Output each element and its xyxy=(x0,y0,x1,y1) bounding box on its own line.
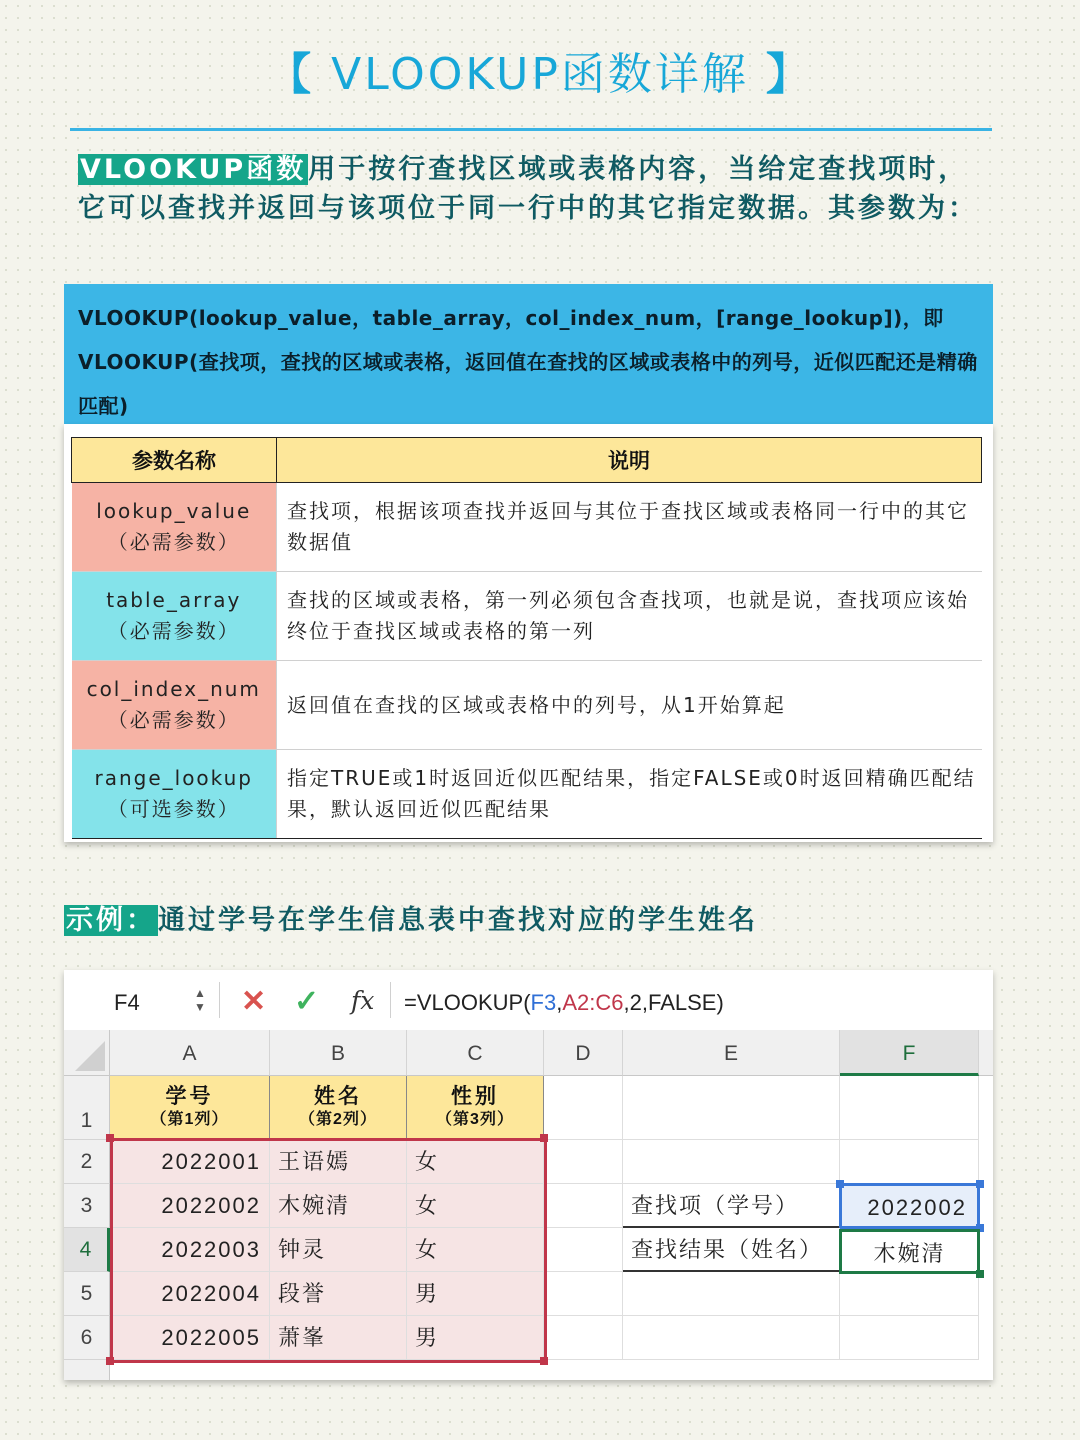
formula-prefix: =VLOOKUP( xyxy=(404,990,531,1015)
example-label: 示例： xyxy=(66,905,156,936)
param-name: table_array xyxy=(106,588,242,612)
param-name: range_lookup xyxy=(94,766,254,790)
param-name-cell xyxy=(72,750,277,839)
title-text: VLOOKUP函数详解 xyxy=(331,49,749,100)
data-cell[interactable]: 萧峯 xyxy=(270,1316,407,1360)
param-desc: 指定TRUE或1时返回近似匹配结果，指定FALSE或0时返回精确匹配结果，默认返回近似匹配结果 xyxy=(277,750,982,839)
empty-cell[interactable] xyxy=(544,1184,623,1228)
data-cell[interactable]: 段誉 xyxy=(270,1272,407,1316)
empty-cell[interactable] xyxy=(544,1316,623,1360)
data-cell[interactable]: 女 xyxy=(407,1184,544,1228)
formula-ref-range: A2:C6 xyxy=(562,990,624,1015)
data-cell[interactable]: 2022005 xyxy=(110,1316,270,1360)
params-card xyxy=(64,424,993,842)
data-cell[interactable]: 女 xyxy=(407,1228,544,1272)
data-cell[interactable]: 2022003 xyxy=(110,1228,270,1272)
page-title xyxy=(0,38,1080,102)
param-tag: （必需参数） xyxy=(107,530,240,554)
data-cell[interactable]: 2022002 xyxy=(110,1184,270,1228)
param-name: col_index_num xyxy=(86,677,261,701)
data-cell[interactable]: 王语嫣 xyxy=(270,1140,407,1184)
header-subtitle: （第1列） xyxy=(150,1111,229,1128)
intro-highlight: VLOOKUP函数 xyxy=(80,154,307,185)
column-header-a[interactable]: A xyxy=(110,1030,270,1076)
data-cell[interactable]: 钟灵 xyxy=(270,1228,407,1272)
param-row-lookup-value xyxy=(72,483,982,572)
header-subtitle: （第2列） xyxy=(299,1111,377,1128)
column-header-d[interactable]: D xyxy=(544,1030,623,1076)
select-all-corner[interactable] xyxy=(64,1030,110,1076)
range-handle-icon[interactable] xyxy=(540,1357,548,1365)
row-header-3[interactable]: 3 xyxy=(64,1184,110,1228)
title-close-bracket: 】 xyxy=(765,49,813,100)
formula-suffix: ,2,FALSE) xyxy=(623,990,724,1015)
syntax-box xyxy=(64,284,993,424)
empty-cell[interactable] xyxy=(623,1316,840,1360)
formula-sep: , xyxy=(556,990,563,1015)
header-title: 性别 xyxy=(451,1085,499,1108)
lookup-handle-icon[interactable] xyxy=(836,1180,844,1188)
param-name-cell xyxy=(72,661,277,750)
formula-bar-divider xyxy=(219,982,220,1018)
syntax-text: VLOOKUP(lookup_value，table_array，col_index_num，[range_lookup])，即VLOOKUP(查找项，查找的区域或表格，返回值在查找的区域或表格中的列号，近似匹配还是精确匹配) xyxy=(78,306,978,418)
param-tag: （可选参数） xyxy=(107,797,240,821)
param-name: lookup_value xyxy=(96,499,252,523)
header-title: 学号 xyxy=(165,1085,214,1108)
result-value-cell[interactable]: 木婉清 xyxy=(839,1229,980,1274)
lookup-value-cell[interactable]: 2022002 xyxy=(839,1183,980,1229)
data-cell[interactable]: 2022001 xyxy=(110,1140,270,1184)
column-header-c[interactable]: C xyxy=(407,1030,544,1076)
param-name-cell xyxy=(72,483,277,572)
param-row-table-array xyxy=(72,572,982,661)
empty-cell[interactable] xyxy=(840,1076,979,1140)
header-cell-gender[interactable] xyxy=(407,1076,544,1140)
example-heading xyxy=(64,898,758,937)
empty-cell[interactable] xyxy=(623,1272,840,1316)
header-cell-name[interactable] xyxy=(270,1076,407,1140)
range-handle-icon[interactable] xyxy=(106,1134,114,1142)
empty-cell[interactable] xyxy=(544,1228,623,1272)
param-row-range-lookup xyxy=(72,750,982,839)
empty-cell[interactable] xyxy=(840,1140,979,1184)
row-header-1[interactable]: 1 xyxy=(64,1076,110,1140)
param-desc: 查找的区域或表格，第一列必须包含查找项，也就是说，查找项应该始终位于查找区域或表格的第一列 xyxy=(277,572,982,661)
column-header-g[interactable] xyxy=(979,1030,993,1076)
range-handle-icon[interactable] xyxy=(540,1134,548,1142)
formula-input[interactable] xyxy=(404,990,724,1016)
row-header-5[interactable]: 5 xyxy=(64,1272,110,1316)
lookup-handle-icon[interactable] xyxy=(976,1180,984,1188)
column-header-e[interactable]: E xyxy=(623,1030,840,1076)
param-desc: 返回值在查找的区域或表格中的列号，从1开始算起 xyxy=(277,661,982,750)
header-title: 姓名 xyxy=(314,1085,362,1108)
params-header-desc: 说明 xyxy=(277,438,982,483)
data-cell[interactable]: 女 xyxy=(407,1140,544,1184)
intro-text: 用于按行查找区域或表格内容，当给定查找项时，它可以查找并返回与该项位于同一行中的其它指定数据。其参数为： xyxy=(78,154,978,224)
name-box[interactable]: F4 xyxy=(114,990,140,1015)
formula-bar xyxy=(64,970,993,1031)
range-handle-icon[interactable] xyxy=(106,1357,114,1365)
select-all-icon xyxy=(75,1041,105,1071)
data-cell[interactable]: 2022004 xyxy=(110,1272,270,1316)
param-tag: （必需参数） xyxy=(107,708,240,732)
fill-handle-icon[interactable] xyxy=(976,1270,984,1278)
empty-cell[interactable] xyxy=(840,1316,979,1360)
lookup-label-cell[interactable]: 查找项（学号） xyxy=(623,1184,840,1228)
param-tag: （必需参数） xyxy=(107,619,240,643)
data-cell[interactable]: 男 xyxy=(407,1272,544,1316)
insert-function-icon[interactable]: fx xyxy=(351,986,375,1015)
param-desc: 查找项，根据该项查找并返回与其位于查找区域或表格同一行中的其它数据值 xyxy=(277,483,982,572)
empty-cell[interactable] xyxy=(544,1076,623,1140)
empty-cell[interactable] xyxy=(840,1272,979,1316)
empty-cell[interactable] xyxy=(623,1076,840,1140)
example-text: 通过学号在学生信息表中查找对应的学生姓名 xyxy=(158,905,758,936)
params-table xyxy=(71,437,982,839)
params-header-name: 参数名称 xyxy=(72,438,277,483)
column-header-f[interactable]: F xyxy=(840,1030,979,1076)
empty-cell[interactable] xyxy=(544,1140,623,1184)
formula-bar-divider xyxy=(390,982,391,1018)
header-subtitle: （第3列） xyxy=(436,1111,514,1128)
row-header-7[interactable] xyxy=(64,1360,110,1380)
params-header-row xyxy=(72,438,982,483)
spreadsheet-screenshot xyxy=(64,970,993,1380)
empty-cell[interactable] xyxy=(623,1140,840,1184)
intro-paragraph xyxy=(78,150,990,228)
column-header-b[interactable]: B xyxy=(270,1030,407,1076)
param-name-cell xyxy=(72,572,277,661)
empty-cell[interactable] xyxy=(544,1272,623,1316)
name-box-spinner-icon[interactable]: ▲ ▼ xyxy=(194,986,206,1014)
param-row-col-index-num xyxy=(72,661,982,750)
result-label-cell[interactable]: 查找结果（姓名） xyxy=(623,1228,840,1272)
cancel-icon[interactable]: ✕ xyxy=(241,985,267,1018)
data-cell[interactable]: 男 xyxy=(407,1316,544,1360)
row-header-2[interactable]: 2 xyxy=(64,1140,110,1184)
data-cell[interactable]: 木婉清 xyxy=(270,1184,407,1228)
title-divider xyxy=(70,128,992,131)
formula-ref-lookup: F3 xyxy=(530,990,557,1015)
row-header-6[interactable]: 6 xyxy=(64,1316,110,1360)
row-header-4[interactable]: 4 xyxy=(64,1228,110,1272)
title-open-bracket: 【 xyxy=(267,49,315,100)
confirm-icon[interactable]: ✓ xyxy=(294,985,320,1018)
header-cell-student-id[interactable] xyxy=(110,1076,270,1140)
